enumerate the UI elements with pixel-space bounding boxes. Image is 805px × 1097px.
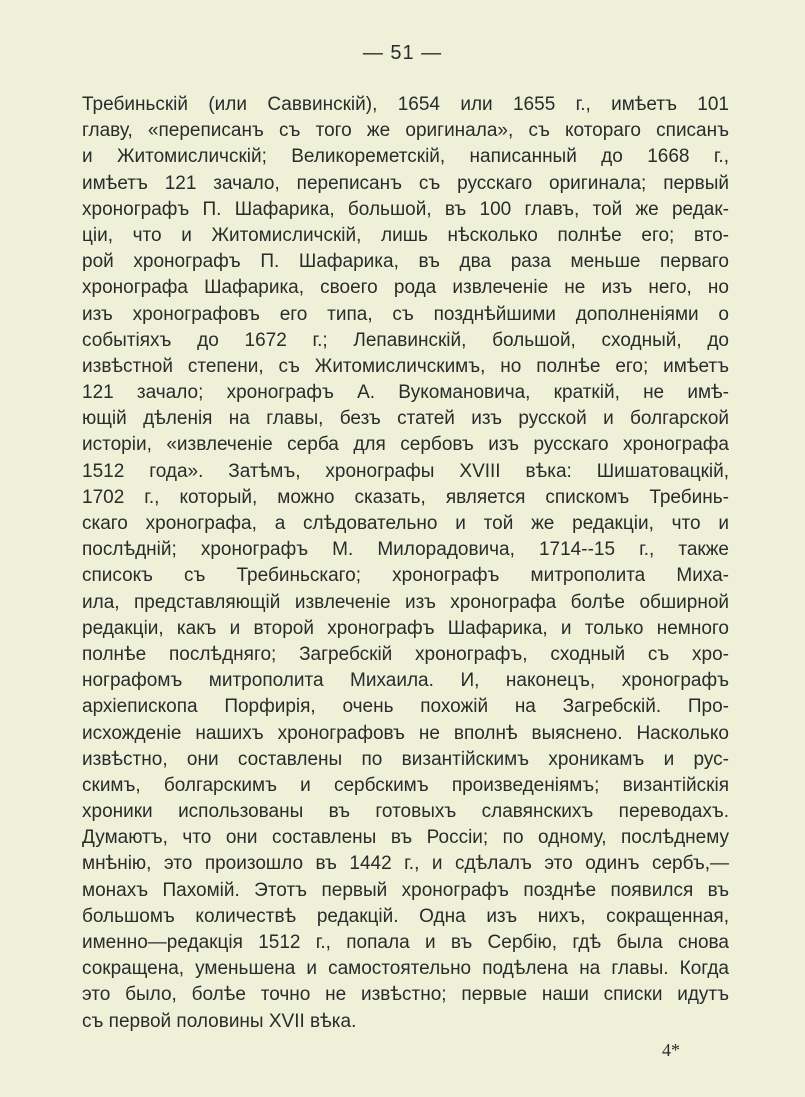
signature-mark: 4*	[662, 1040, 680, 1060]
text-line: изъ хронографовъ его типа, съ позднѣйшими дополненіями о	[82, 303, 729, 325]
text-line: нографомъ митрополита Михаила. И, наконецъ, хронографъ	[82, 670, 729, 692]
page-number: — 51 —	[362, 42, 443, 64]
text-line: редакціи, какъ и второй хронографъ Шафарика, и только немного	[82, 617, 729, 639]
text-line: большомъ количествѣ редакцій. Одна изъ нихъ, сокращенная,	[82, 905, 729, 927]
text-line: монахъ Пахомій. Этотъ первый хронографъ позднѣе появился въ	[82, 879, 729, 901]
text-line: рой хронографъ П. Шафарика, въ два раза меньше перваго	[82, 251, 729, 273]
text-line: сокращена, уменьшена и самостоятельно подѣлена на главы. Когда	[82, 958, 729, 980]
text-line: имѣетъ 121 зачало, переписанъ съ русскаго оригинала; первый	[82, 172, 729, 194]
text-line: извѣстной степени, съ Житомисличскимъ, но полнѣе его; имѣетъ	[82, 355, 729, 377]
text-line: главу, «переписанъ съ того же оригинала», съ котораго списанъ	[82, 120, 729, 142]
text-line: послѣдній; хронографъ М. Милорадовича, 1714--15 г., также	[82, 539, 729, 561]
text-line: ющій дѣленія на главы, безъ статей изъ русской и болгарской	[82, 408, 729, 430]
text-line: событіяхъ до 1672 г.; Лепавинскій, большой, сходный, до	[82, 329, 729, 351]
text-line: хроники использованы въ готовыхъ славянскихъ переводахъ.	[82, 801, 729, 823]
text-line: и Житомисличскій; Великореметскій, написанный до 1668 г.,	[82, 146, 729, 168]
text-line: это было, болѣе точно не извѣстно; первые наши списки идутъ	[82, 984, 729, 1006]
text-line: хронографа Шафарика, своего рода извлеченіе не изъ него, но	[82, 277, 729, 299]
body-text	[82, 92, 729, 1035]
text-line: 121 зачало; хронографъ А. Вукомановича, краткій, не имѣ-	[82, 382, 729, 404]
text-line: хронографъ П. Шафарика, большой, въ 100 главъ, той же редак-	[82, 198, 729, 220]
text-line: скимъ, болгарскимъ и сербскимъ произведеніямъ; византійскія	[82, 774, 729, 796]
text-line: 1702 г., который, можно сказать, является спискомъ Требинь-	[82, 486, 729, 508]
text-line: Требиньскій (или Саввинскій), 1654 или 1655 г., имѣетъ 101	[82, 94, 729, 115]
text-line: 1512 года». Затѣмъ, хронографы XVIII вѣка: Шишатовацкій,	[82, 460, 729, 482]
text-line: полнѣе послѣдняго; Загребскій хронографъ, сходный съ хро-	[82, 643, 729, 665]
text-line: именно—редакція 1512 г., попала и въ Сербію, гдѣ была снова	[82, 932, 729, 953]
text-line: исхожденіе нашихъ хронографовъ не вполнѣ выяснено. Насколько	[82, 722, 729, 744]
text-line: ціи, что и Житомисличскій, лишь нѣсколько полнѣе его; вто-	[82, 224, 729, 246]
text-line: списокъ съ Требиньскаго; хронографъ митрополита Миха-	[82, 565, 729, 587]
text-line: извѣстно, они составлены по византійскимъ хроникамъ и рус-	[82, 748, 729, 770]
text-line: ила, представляющій извлеченіе изъ хронографа болѣе обширной	[82, 591, 729, 613]
text-line: исторіи, «извлеченіе серба для сербовъ изъ русскаго хронографа	[82, 434, 729, 456]
text-line: Думаютъ, что они составлены въ Россіи; по одному, послѣднему	[82, 827, 729, 849]
text-line: съ первой половины XVII вѣка.	[82, 1010, 357, 1032]
text-line: скаго хронографа, а слѣдовательно и той же редакціи, что и	[82, 513, 729, 534]
text-line: архіепископа Порфирія, очень похожій на Загребскій. Про-	[82, 696, 729, 718]
text-line: мнѣнію, это произошло въ 1442 г., и сдѣлалъ это одинъ сербъ,—	[82, 853, 729, 875]
